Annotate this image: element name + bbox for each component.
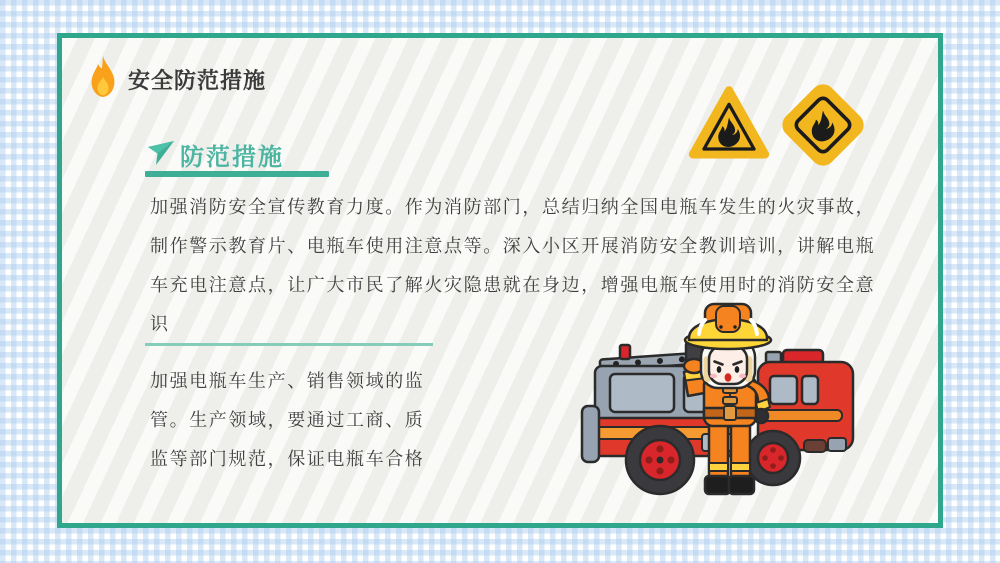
truck-window <box>610 374 674 412</box>
muffler <box>804 440 826 452</box>
leg-stripe <box>709 463 728 471</box>
boot <box>729 476 754 494</box>
truck-front-bumper <box>582 406 599 462</box>
mouth <box>725 373 732 381</box>
paragraph-line: 监等部门规范，保证电瓶车合格 <box>150 449 425 470</box>
paragraph-line: 管。生产领域，要通过工商、质 <box>150 410 425 431</box>
paragraph-line: 加强电瓶车生产、销售领域的监 <box>150 371 425 392</box>
firefighter-with-fire-truck <box>580 300 860 500</box>
paragraph-line: 加强消防安全宣传教育力度。作为消防部门，总结归纳全国电瓶车发生的火灾事故， <box>150 197 876 218</box>
paragraph-supervision <box>150 362 424 479</box>
ladder-red-mount <box>620 345 630 359</box>
content-card <box>57 33 943 528</box>
paragraph-line: 车充电注意点，让广大市民了解火灾隐患就在身边，增强电瓶车使用时的消防安全意 <box>150 275 876 296</box>
eye <box>717 366 722 373</box>
cheek <box>739 374 746 378</box>
helmet-badge <box>716 306 740 332</box>
cab-window <box>770 376 797 404</box>
fire-warning-diamond-sign <box>778 80 868 170</box>
truck-wheel <box>626 426 694 494</box>
fire-warning-triangle-sign <box>688 84 770 164</box>
arrow-icon <box>147 140 175 166</box>
leg-stripe <box>731 463 750 471</box>
flame-icon <box>88 54 118 100</box>
paragraph-divider <box>145 343 433 346</box>
eye <box>735 366 740 373</box>
cheek <box>710 374 717 378</box>
paragraph-line: 识 <box>150 314 170 335</box>
section-title: 防范措施 <box>180 143 284 171</box>
rear-bumper <box>828 438 846 451</box>
cab-window <box>802 376 818 404</box>
boot <box>705 476 730 494</box>
belt-buckle <box>724 406 736 420</box>
paragraph-line: 制作警示教育片、电瓶车使用注意点等。深入小区开展消防安全教训培训，讲解电瓶 <box>150 236 876 257</box>
page-title: 安全防范措施 <box>128 69 267 94</box>
jacket-clasp <box>723 397 737 404</box>
section-underline <box>145 171 329 177</box>
